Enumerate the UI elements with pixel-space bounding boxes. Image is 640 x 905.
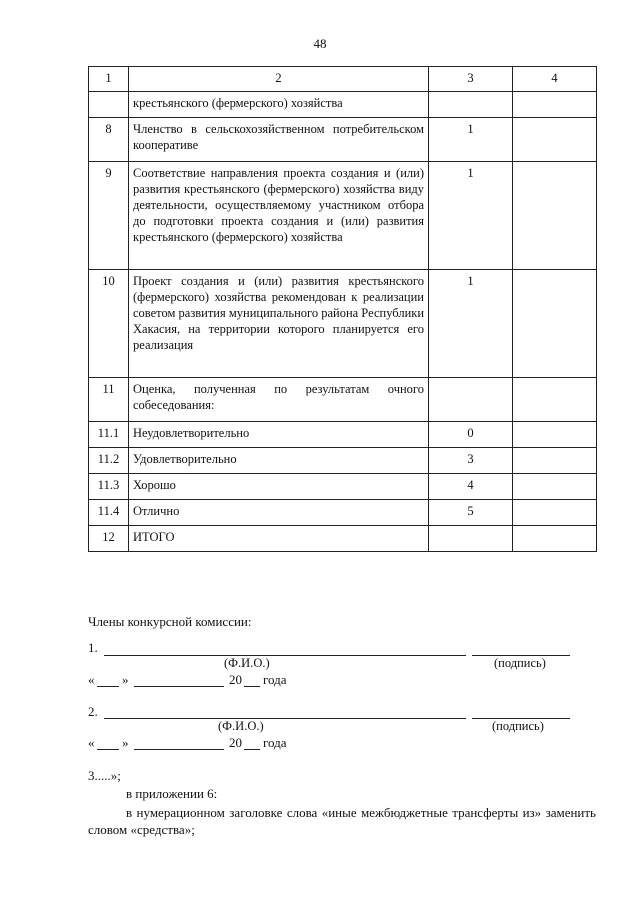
row-score: [429, 526, 513, 552]
closing-line-2: в приложении 6:: [126, 786, 218, 801]
row-score: [429, 92, 513, 118]
row-number: 9: [89, 162, 129, 270]
row-number: 11.4: [89, 500, 129, 526]
row-number: 11.1: [89, 422, 129, 448]
row-score: 5: [429, 500, 513, 526]
year-line-1[interactable]: [244, 686, 260, 687]
header-cell: 3: [429, 67, 513, 92]
row-score: 0: [429, 422, 513, 448]
table-row: [89, 378, 597, 422]
row-extra: [513, 422, 597, 448]
row-criterion: крестьянского (фермерского) хозяйства: [129, 92, 429, 118]
row-number: [89, 92, 129, 118]
row-score: 3: [429, 448, 513, 474]
date-open-quote-1: «: [88, 672, 95, 687]
row-number: 11: [89, 378, 129, 422]
row-extra: [513, 270, 597, 378]
row-criterion: Неудовлетворительно: [129, 422, 429, 448]
fio-label-2: (Ф.И.О.): [218, 719, 264, 733]
table-row: [89, 526, 597, 552]
row-criterion: Членство в сельскохозяйственном потребительском кооперативе: [129, 118, 429, 162]
date-open-quote-2: «: [88, 735, 95, 750]
day-line-2[interactable]: [97, 749, 119, 750]
member-1-number: 1.: [88, 640, 98, 655]
member-2-number: 2.: [88, 704, 98, 719]
year-prefix-1: 20: [229, 672, 242, 687]
row-score: [429, 378, 513, 422]
fio-label-1: (Ф.И.О.): [224, 656, 270, 670]
day-line-1[interactable]: [97, 686, 119, 687]
table-row: [89, 92, 597, 118]
table-row: [89, 474, 597, 500]
row-criterion: Хорошо: [129, 474, 429, 500]
row-criterion: Соответствие направления проекта создания и (или) развития крестьянского (фермерского) хозяйства виду деятельности, осуществляемому участником отбора до подготовки проекта создания и (или) развития крестьянского (фермерского) хозяйства: [129, 162, 429, 270]
row-extra: [513, 500, 597, 526]
criteria-table: [88, 66, 597, 552]
row-extra: [513, 92, 597, 118]
row-number: 11.2: [89, 448, 129, 474]
month-line-2[interactable]: [134, 749, 224, 750]
year-suffix-1: года: [263, 672, 287, 687]
row-extra: [513, 118, 597, 162]
header-cell: 1: [89, 67, 129, 92]
row-criterion: Оценка, полученная по результатам очного собеседования:: [129, 378, 429, 422]
table-row: [89, 118, 597, 162]
header-cell: 4: [513, 67, 597, 92]
row-number: 12: [89, 526, 129, 552]
row-score: 4: [429, 474, 513, 500]
year-line-2[interactable]: [244, 749, 260, 750]
table-row: [89, 448, 597, 474]
row-criterion: Проект создания и (или) развития крестьянского (фермерского) хозяйства рекомендован к реализации советом развития муниципального района Республики Хакасия, на территории которого планируется его реализация: [129, 270, 429, 378]
row-extra: [513, 526, 597, 552]
table-header-row: [89, 67, 597, 92]
date-close-quote-1: »: [122, 672, 129, 687]
date-close-quote-2: »: [122, 735, 129, 750]
row-extra: [513, 162, 597, 270]
row-extra: [513, 474, 597, 500]
commission-title: Члены конкурсной комиссии:: [88, 614, 252, 629]
row-criterion: Удовлетворительно: [129, 448, 429, 474]
row-number: 11.3: [89, 474, 129, 500]
page-number: 48: [313, 36, 327, 51]
closing-line-1: 3.....»;: [88, 768, 121, 783]
row-number: 8: [89, 118, 129, 162]
row-extra: [513, 448, 597, 474]
month-line-1[interactable]: [134, 686, 224, 687]
table-row: [89, 422, 597, 448]
row-score: 1: [429, 162, 513, 270]
table-row: [89, 500, 597, 526]
row-score: 1: [429, 118, 513, 162]
row-score: 1: [429, 270, 513, 378]
row-criterion: Отлично: [129, 500, 429, 526]
table-row: [89, 162, 597, 270]
table-row: [89, 270, 597, 378]
year-suffix-2: года: [263, 735, 287, 750]
signature-label-1: (подпись): [494, 656, 546, 670]
header-cell: 2: [129, 67, 429, 92]
signature-label-2: (подпись): [492, 719, 544, 733]
row-number: 10: [89, 270, 129, 378]
year-prefix-2: 20: [229, 735, 242, 750]
row-criterion: ИТОГО: [129, 526, 429, 552]
closing-line-3: в нумерационном заголовке слова «иные межбюджетные трансферты из» заменить словом «средства»;: [88, 805, 596, 837]
row-extra: [513, 378, 597, 422]
